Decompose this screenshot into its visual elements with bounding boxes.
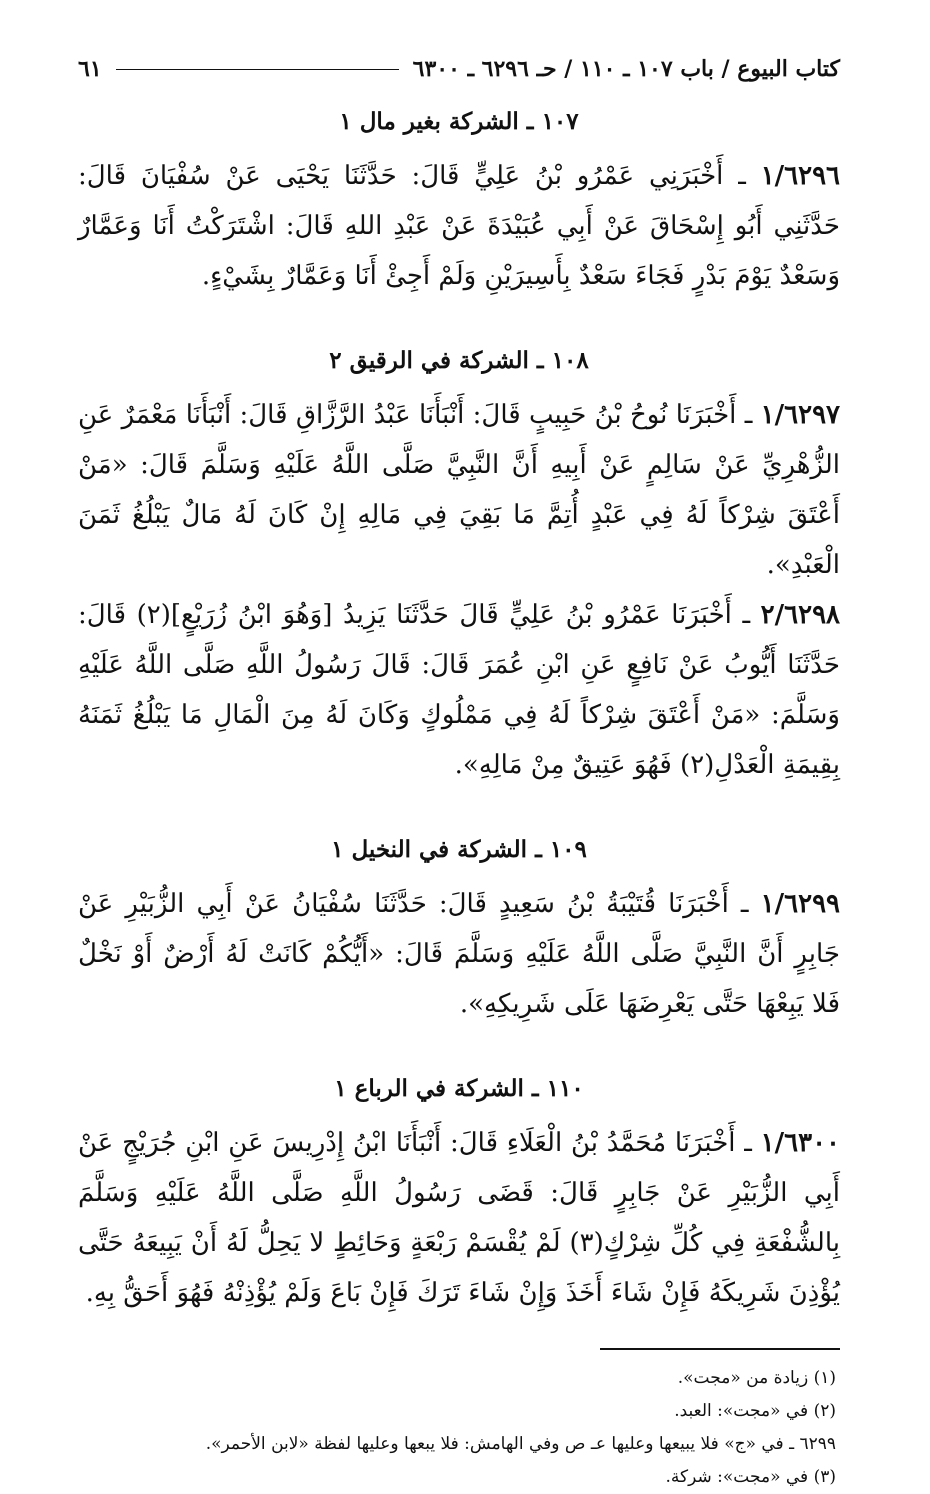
hadith-text: ـ أَخْبَرَنَا عَمْرُو بْنُ عَلِيٍّ قَالَ حَدَّثَنَا يَزِيدُ [وَهُوَ ابْنُ زُرَيْعٍ](٢) قَالَ: حَدَّثَنَا أَيُّوبُ عَنْ نَافِعٍ عَنِ ابْنِ عُمَرَ قَالَ: قَالَ رَسُولُ اللَّهِ صَلَّى اللَّهُ عَلَيْهِ وَسَلَّمَ: «مَنْ أَعْتَقَ شِرْكاً لَهُ فِي مَمْلُوكٍ وَكَانَ لَهُ مِنَ الْمَالِ مَا يَبْلُغُ ثَمَنَهُ بِقِيمَةِ الْعَدْلِ(٢) فَهُوَ عَتِيقٌ مِنْ مَالِهِ». [78,600,840,780]
running-title: كتاب البيوع / باب ١٠٧ ـ ١١٠ / حـ ٦٢٩٦ ـ ٦٣٠٠ [412,56,840,82]
chapter-heading: ١٠٧ ـ الشركة بغير مال ١ [339,108,579,135]
hadith-text: ـ أَخْبَرَنَا نُوحُ بْنُ حَبِيبٍ قَالَ: أَنْبَأَنَا عَبْدُ الرَّزَّاقِ قَالَ: أَنْبَأَنَا مَعْمَرٌ عَنِ الزُّهْرِيِّ عَنْ سَالِمٍ عَنْ أَبِيهِ أَنَّ النَّبِيَّ صَلَّى اللَّهُ عَلَيْهِ وَسَلَّمَ قَالَ: «مَنْ أَعْتَقَ شِرْكاً لَهُ فِي عَبْدٍ أُتِمَّ مَا بَقِيَ فِي مَالِهِ إِنْ كَانَ لَهُ مَالٌ يَبْلُغُ ثَمَنَ الْعَبْدِ». [78,400,840,580]
footnote: (٢) في «مجت»: العبد. [674,1401,836,1421]
hadith-number: ١/٦٢٩٦ [760,161,841,191]
hadith-text: ـ أَخْبَرَنَا مُحَمَّدُ بْنُ الْعَلَاءِ قَالَ: أَنْبَأَنَا ابْنُ إِدْرِيسَ عَنِ ابْنِ جُرَيْجٍ عَنْ أَبِي الزُّبَيْرِ عَنْ جَابِرٍ قَالَ: قَضَى رَسُولُ اللَّهِ صَلَّى اللَّهُ عَلَيْهِ وَسَلَّمَ بِالشُّفْعَةِ فِي كُلِّ شِرْكٍ(٣) لَمْ يُقْسَمْ رَبْعَةٍ وَحَائِطٍ لا يَحِلُّ لَهُ أَنْ يَبِيعَهُ حَتَّى يُؤْذِنَ شَرِيكَهُ فَإِنْ شَاءَ أَخَذَ وَإِنْ شَاءَ تَرَكَ فَإِنْ بَاعَ وَلَمْ يُؤْذِنْهُ فَهُوَ أَحَقُّ بِهِ. [78,1128,841,1308]
hadith-paragraph [78,1118,840,1318]
hadith-paragraph [78,879,840,1029]
header-rule [116,69,399,70]
footnote: (٣) في «مجت»: شركة. [665,1467,836,1487]
footnote: (١) زيادة من «مجت». [677,1368,836,1388]
footnote: ٦٢٩٩ ـ في «ج» فلا يبيعها وعليها عـ ص وفي الهامش: فلا يبعها وعليها لفظة «لابن الأحمر». [205,1434,836,1454]
hadith-number: ١/٦٢٩٩ [760,889,840,919]
chapter-heading: ١٠٨ ـ الشركة في الرقيق ٢ [329,347,589,374]
chapter-heading: ١٠٩ ـ الشركة في النخيل ١ [331,836,587,863]
page-number: ٦١ [78,56,102,82]
hadith-paragraph [78,151,840,301]
hadith-number: ١/٦٢٩٧ [760,400,840,430]
running-header [78,52,840,86]
footnote-rule [600,1348,840,1350]
hadith-number: ١/٦٣٠٠ [760,1128,840,1158]
hadith-number: ٢/٦٢٩٨ [760,600,840,630]
chapter-heading: ١١٠ ـ الشركة في الرباع ١ [334,1075,584,1102]
hadith-text: ـ أَخْبَرَنِي عَمْرُو بْنُ عَلِيٍّ قَالَ: حَدَّثَنَا يَحْيَى عَنْ سُفْيَانَ قَالَ: حَدَّثَنِي أَبُو إِسْحَاقَ عَنْ أَبِي عُبَيْدَةَ عَنْ عَبْدِ اللهِ قَالَ: اشْتَرَكْتُ أَنَا وَعَمَّارٌ وَسَعْدٌ يَوْمَ بَدْرٍ فَجَاءَ سَعْدٌ بِأَسِيرَيْنِ وَلَمْ أَجِئْ أَنَا وَعَمَّارٌ بِشَيْءٍ. [78,161,840,291]
hadith-text: ـ أَخْبَرَنَا قُتَيْبَةُ بْنُ سَعِيدٍ قَالَ: حَدَّثَنَا سُفْيَانُ عَنْ أَبِي الزُّبَيْرِ عَنْ جَابِرٍ أَنَّ النَّبِيَّ صَلَّى اللَّهُ عَلَيْهِ وَسَلَّمَ قَالَ: «أَيُّكُمْ كَانَتْ لَهُ أَرْضٌ أَوْ نَخْلٌ فَلا يَبِعْهَا حَتَّى يَعْرِضَهَا عَلَى شَرِيكِهِ». [78,889,840,1019]
book-page [78,52,840,1494]
hadith-paragraph [78,590,840,790]
hadith-paragraph [78,390,840,590]
